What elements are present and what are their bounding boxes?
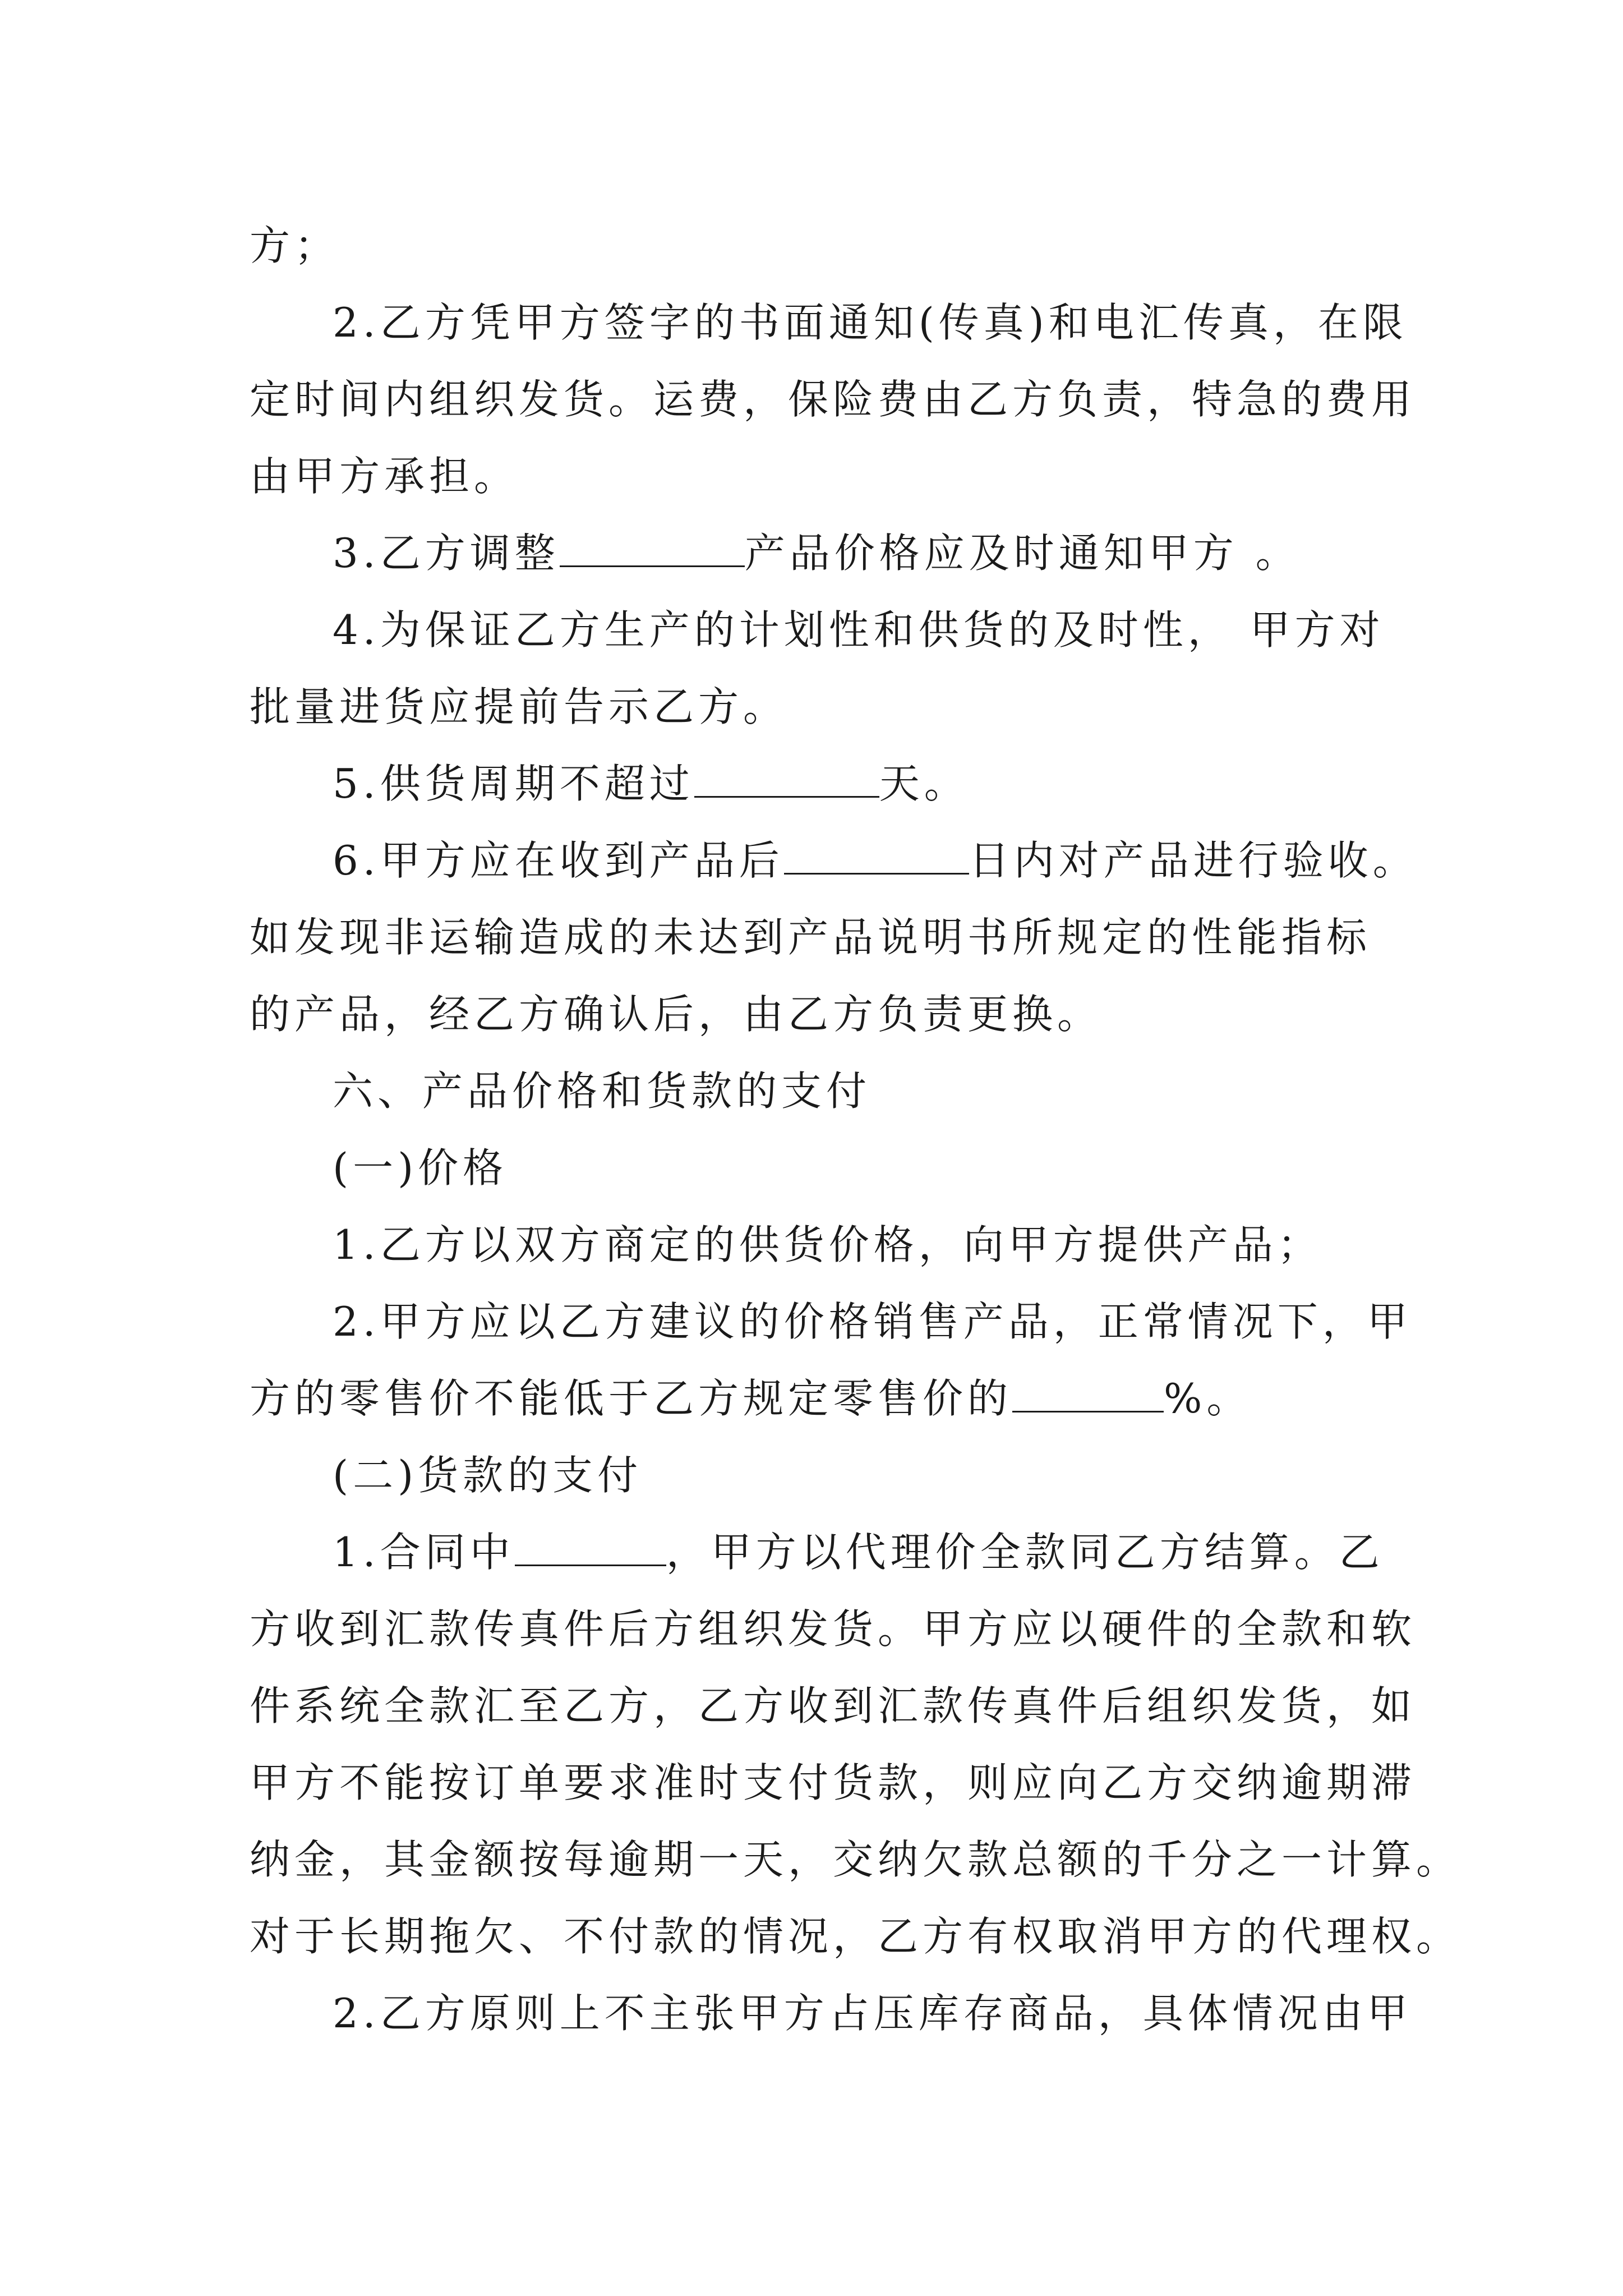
- text-segment: 日内对产品进行验收。: [969, 837, 1418, 884]
- text-line: 的产品，经乙方确认后，由乙方负责更换。: [250, 991, 1103, 1038]
- document-body: [250, 208, 1461, 2052]
- subsection-heading: (一)价格: [333, 1144, 508, 1191]
- text-line: 2.甲方应以乙方建议的价格销售产品，正常情况下，甲: [333, 1298, 1412, 1345]
- text-line: 2.乙方原则上不主张甲方占压库存商品，具体情况由甲: [333, 1990, 1412, 2037]
- fill-in-blank: [694, 762, 879, 798]
- text-segment: 方的零售价不能低于乙方规定零售价的: [250, 1375, 1013, 1422]
- text-segment: 6.甲方应在收到产品后: [333, 837, 784, 884]
- text-line: 由甲方承担。: [250, 453, 519, 500]
- text-line: [250, 515, 1450, 592]
- text-line: 对于长期拖欠、不付款的情况，乙方有权取消甲方的代理权。: [250, 1913, 1461, 1960]
- text-line: 2.乙方凭甲方签字的书面通知(传真)和电汇传真，在限: [333, 299, 1408, 346]
- text-line: 纳金，其金额按每逾期一天，交纳欠款总额的千分之一计算。: [250, 1836, 1461, 1883]
- text-segment: 5.供货周期不超过: [333, 760, 694, 807]
- subsection-heading: (二)货款的支付: [333, 1452, 643, 1499]
- fill-in-blank: [1012, 1377, 1164, 1412]
- text-segment: %。: [1164, 1375, 1252, 1422]
- fill-in-blank: [784, 839, 969, 875]
- text-line: 1.乙方以双方商定的供货价格，向甲方提供产品；: [333, 1221, 1322, 1268]
- text-line: 方收到汇款传真件后方组织发货。甲方应以硬件的全款和软: [250, 1605, 1417, 1653]
- text-line: 甲方不能按订单要求准时支付货款，则应向乙方交纳逾期滞: [250, 1759, 1417, 1806]
- fill-in-blank: [560, 532, 745, 567]
- text-segment: 3.乙方调整: [333, 530, 560, 577]
- fill-in-blank: [515, 1531, 666, 1566]
- text-segment: ，甲方以代理价全款同乙方结算。乙: [666, 1529, 1384, 1576]
- text-line: 件系统全款汇至乙方，乙方收到汇款传真件后组织发货，如: [250, 1682, 1417, 1729]
- text-segment: 天。: [879, 760, 969, 807]
- section-heading: 六、产品价格和货款的支付: [333, 1068, 872, 1115]
- text-line: [250, 1360, 1450, 1437]
- text-line: [250, 1514, 1450, 1591]
- text-segment: 1.合同中: [333, 1529, 515, 1576]
- text-line: 如发现非运输造成的未达到产品说明书所规定的性能指标: [250, 914, 1372, 961]
- text-line: 方；: [250, 222, 340, 269]
- text-line: 定时间内组织发货。运费，保险费由乙方负责，特急的费用: [250, 376, 1417, 423]
- text-line: 4.为保证乙方生产的计划性和供货的及时性， 甲方对: [333, 606, 1385, 654]
- text-segment: 产品价格应及时通知甲方 。: [744, 530, 1301, 577]
- text-line: [250, 822, 1450, 899]
- text-line: [250, 746, 1450, 822]
- text-line: 批量进货应提前告示乙方。: [250, 683, 789, 730]
